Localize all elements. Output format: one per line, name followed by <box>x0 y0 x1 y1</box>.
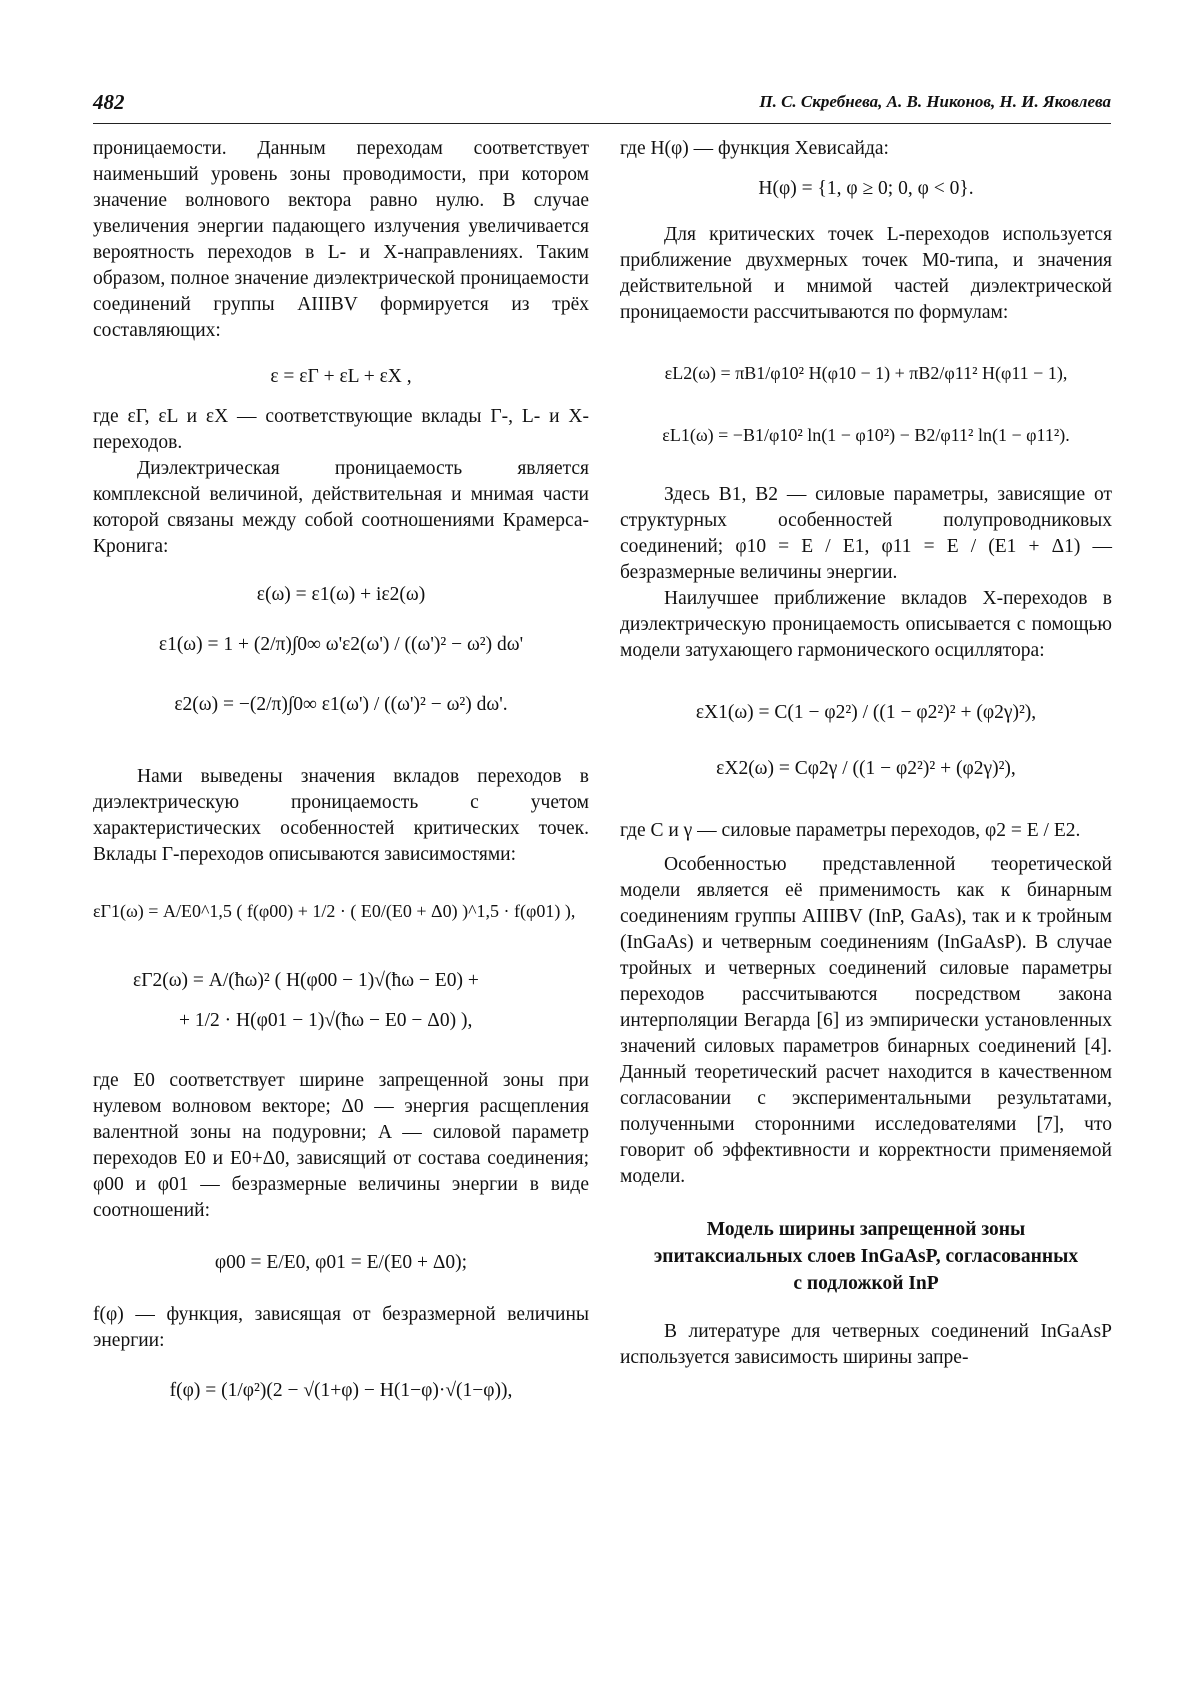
left-equation-3 <box>93 632 589 658</box>
equation-L2: εL2(ω) = πB1/φ10² H(φ10 − 1) + πB2/φ11² H(φ11 − 1), <box>664 363 1068 383</box>
equation-complex-permittivity: ε(ω) = ε1(ω) + iε2(ω) <box>256 584 426 605</box>
running-authors: П. С. Скребнева, А. В. Никонов, Н. И. Яковлева <box>759 92 1111 111</box>
equation-gamma-2-line-1: εΓ2(ω) = A/(ħω)² ( H(φ00 − 1)√(ħω − E0) + <box>133 970 479 991</box>
left-column <box>93 136 589 1404</box>
equation-L1: εL1(ω) = −B1/φ10² ln(1 − φ10²) − B2/φ11² ln(1 − φ11²). <box>662 425 1070 445</box>
equation-f-phi: f(φ) = (1/φ²)(2 − √(1+φ) − H(1−φ)·√(1−φ)), <box>169 1380 513 1401</box>
equation-phi-definitions: φ00 = E/E0, φ01 = E/(E0 + Δ0); <box>214 1252 468 1273</box>
section-heading: Модель ширины запрещенной зоны эпитаксиальных слоев InGaAsP, согласованных с подложкой InP <box>653 1219 1079 1294</box>
equation-X2: εX2(ω) = Cφ2γ / ((1 − φ2²)² + (φ2γ)²), <box>716 758 1016 779</box>
equation-kramers-kronig-1: ε1(ω) = 1 + (2/π)∫0∞ ω'ε2(ω') / ((ω')² − ω²) dω' <box>158 634 524 655</box>
equation-X1: εX1(ω) = C(1 − φ2²) / ((1 − φ2²)² + (φ2γ)²), <box>695 702 1037 723</box>
left-paragraph-5: где E0 соответствует ширине запрещенной зоны при нулевом волновом векторе; Δ0 — энергия расщепления валентной зоны на подуровни; A — силовой параметр переходов E0 и E0+Δ0, зависящий от состава соединения; φ00 и φ01 — безразмерные величины энергии в виде соотношений: <box>93 1070 589 1221</box>
left-equation-6b <box>93 1008 589 1034</box>
right-equation-2 <box>620 360 1112 386</box>
right-paragraph-7: В литературе для четверных соединений InGaAsP используется зависимость ширины запре- <box>620 1321 1112 1368</box>
running-header <box>93 90 1111 124</box>
equation-kramers-kronig-2: ε2(ω) = −(2/π)∫0∞ ε1(ω') / ((ω')² − ω²) dω'. <box>174 694 508 715</box>
right-equation-3 <box>620 422 1112 448</box>
left-equation-6a <box>93 968 589 994</box>
left-paragraph-1: проницаемости. Данным переходам соответствует наименьший уровень зоны проводимости, при котором значение волнового вектора равно нулю. В случае увеличения энергии падающего излучения увеличивается вероятность переходов в L- и X-направлениях. Таким образом, полное значение диэлектрической проницаемости соединений группы AIIIBV формируется из трёх составляющих: <box>93 138 589 341</box>
equation-gamma-2-line-2: + 1/2 · H(φ01 − 1)√(ħω − E0 − Δ0) ), <box>179 1010 473 1031</box>
equation-gamma-1: εΓ1(ω) = A/E0^1,5 ( f(φ00) + 1/2 · ( E0/(E0 + Δ0) )^1,5 · f(φ01) ), <box>93 901 576 921</box>
header-rule <box>93 123 1111 124</box>
left-equation-2 <box>93 582 589 608</box>
left-equation-5 <box>93 898 589 924</box>
left-paragraph-6: f(φ) — функция, зависящая от безразмерной величины энергии: <box>93 1304 589 1351</box>
equation-total-permittivity: ε = εΓ + εL + εX , <box>270 366 412 387</box>
left-paragraph-3: Диэлектрическая проницаемость является комплексной величиной, действительная и мнимая части которой связаны между собой соотношениями Крамерса-Кронига: <box>93 458 589 557</box>
left-equation-7 <box>93 1250 589 1276</box>
left-paragraph-4: Нами выведены значения вкладов переходов в диэлектрическую проницаемость с учетом характеристических особенностей критических точек. Вклады Γ-переходов описываются зависимостями: <box>93 766 589 865</box>
right-paragraph-6: Особенностью представленной теоретической модели является её применимость как к бинарным соединениям группы AIIIBV (InP, GaAs), так и к тройным (InGaAs) и четверным соединениям (InGaAsP). В случае тройных и четверных соединений силовые параметры переходов рассчитываются посредством закона интерполяции Вегарда [6] из эмпирически установленных значений силовых параметров бинарных соединений [4]. Данный теоретический расчет находится в качественном согласовании с экспериментальными результатами, полученными сторонними исследователями [7], что говорит об эффективности и корректности применяемой модели. <box>620 854 1112 1187</box>
right-paragraph-5: где C и γ — силовые параметры переходов, φ2 = E / E2. <box>620 820 1081 841</box>
right-equation-1 <box>620 176 1112 202</box>
left-equation-1 <box>93 364 589 390</box>
right-equation-5 <box>620 756 1112 782</box>
right-paragraph-3: Здесь B1, B2 — силовые параметры, зависящие от структурных особенностей полупроводниковых соединений; φ10 = E / E1, φ11 = E / (E1 + Δ1) — безразмерные величины энергии. <box>620 484 1112 583</box>
page-number: 482 <box>93 90 125 114</box>
left-equation-8 <box>93 1378 589 1404</box>
right-paragraph-4: Наилучшее приближение вкладов X-переходов в диэлектрическую проницаемость описывается с помощью модели затухающего гармонического осциллятора: <box>620 588 1112 661</box>
right-paragraph-1: где H(φ) — функция Хевисайда: <box>620 138 889 159</box>
left-paragraph-2: где εΓ, εL и εX — соответствующие вклады Γ-, L- и X-переходов. <box>93 406 589 453</box>
right-column <box>620 136 1112 1371</box>
right-paragraph-2: Для критических точек L-переходов используется приближение двухмерных точек M0-типа, и значения действительной и мнимой частей диэлектрической проницаемости рассчитываются по формулам: <box>620 224 1112 323</box>
right-equation-4 <box>620 700 1112 726</box>
equation-heaviside: H(φ) = {1, φ ≥ 0; 0, φ < 0}. <box>758 178 974 199</box>
left-equation-4 <box>93 692 589 718</box>
